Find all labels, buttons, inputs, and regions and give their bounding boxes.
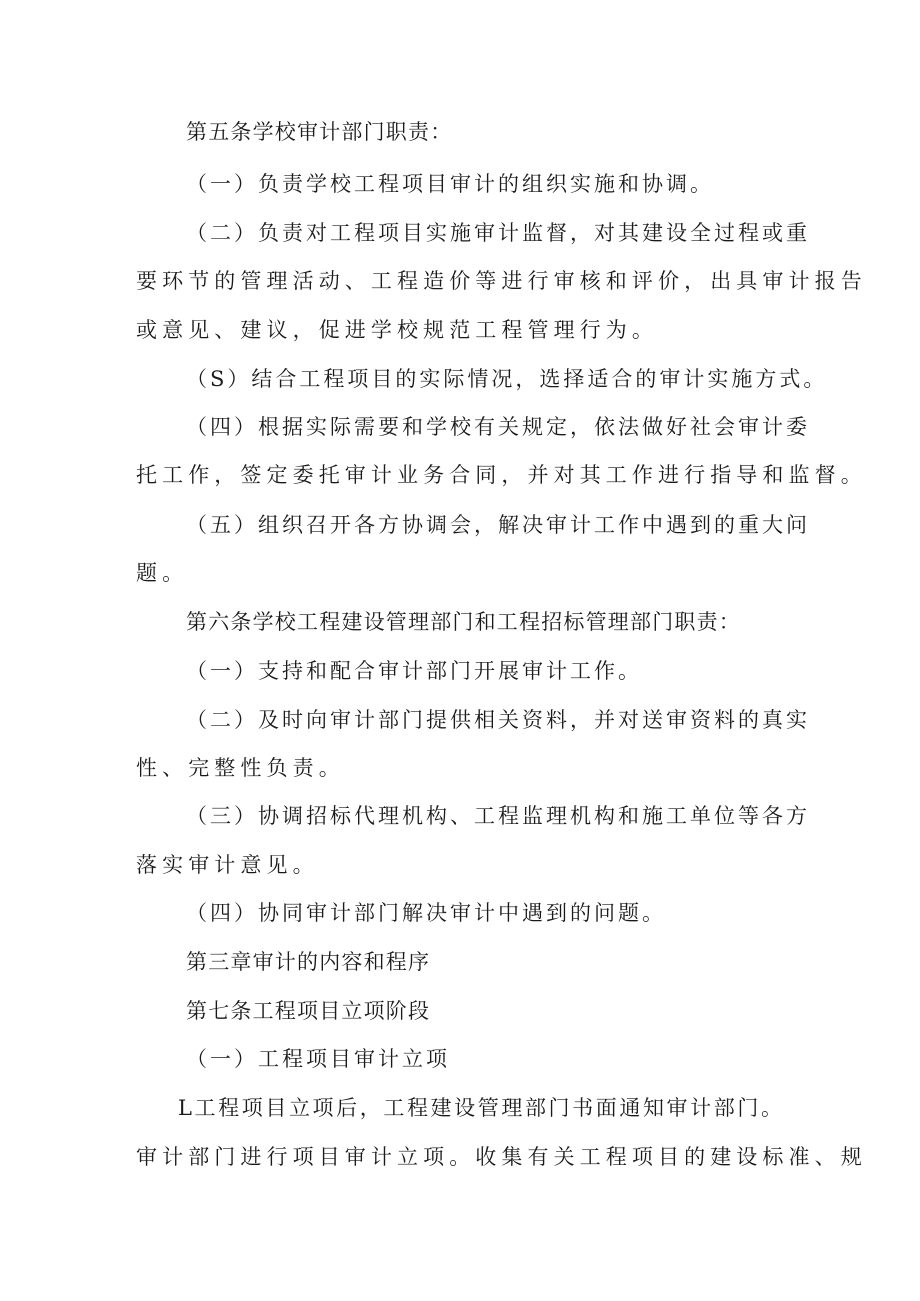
paragraph-line: （一）支持和配合审计部门开展审计工作。 [186, 659, 642, 683]
paragraph-line: （四）协同审计部门解决审计中遇到的问题。 [186, 901, 666, 925]
paragraph-line: （四）根据实际需要和学校有关规定，依法做好社会审计委 [186, 415, 810, 439]
paragraph-line: （S）结合工程项目的实际情况，选择适合的审计实施方式。 [186, 367, 828, 391]
paragraph-line: 性、完整性负责。 [136, 756, 345, 780]
paragraph-line: （一）负责学校工程项目审计的组织实施和协调。 [186, 172, 714, 196]
article-6-heading: 第六条学校工程建设管理部门和工程招标管理部门职责： [186, 610, 741, 634]
paragraph-line: 或意见、建议，促进学校规范工程管理行为。 [136, 318, 658, 342]
paragraph-line: （二）及时向审计部门提供相关资料，并对送审资料的真实 [186, 708, 810, 732]
paragraph-line: L工程项目立项后，工程建设管理部门书面通知审计部门。 [178, 1096, 785, 1120]
paragraph-line: 题。 [136, 561, 189, 585]
paragraph-line: 落实审计意见。 [136, 853, 319, 877]
paragraph-line: 审计部门进行项目审计立项。收集有关工程项目的建设标准、规 [136, 1145, 867, 1169]
paragraph-line: 托工作，签定委托审计业务合同，并对其工作进行指导和监督。 [136, 463, 867, 487]
paragraph-line: （三）协调招标代理机构、工程监理机构和施工单位等各方 [186, 804, 810, 828]
paragraph-line: （五）组织召开各方协调会，解决审计工作中遇到的重大问 [186, 513, 810, 537]
article-7-heading: 第七条工程项目立项阶段 [186, 999, 431, 1023]
paragraph-line: （二）负责对工程项目实施审计监督，对其建设全过程或重 [186, 221, 810, 245]
chapter-3-heading: 第三章审计的内容和程序 [186, 950, 431, 974]
paragraph-line: 要环节的管理活动、工程造价等进行审核和评价，出具审计报告 [136, 269, 867, 293]
paragraph-line: （一）工程项目审计立项 [186, 1047, 450, 1071]
article-5-heading: 第五条学校审计部门职责： [186, 120, 453, 144]
